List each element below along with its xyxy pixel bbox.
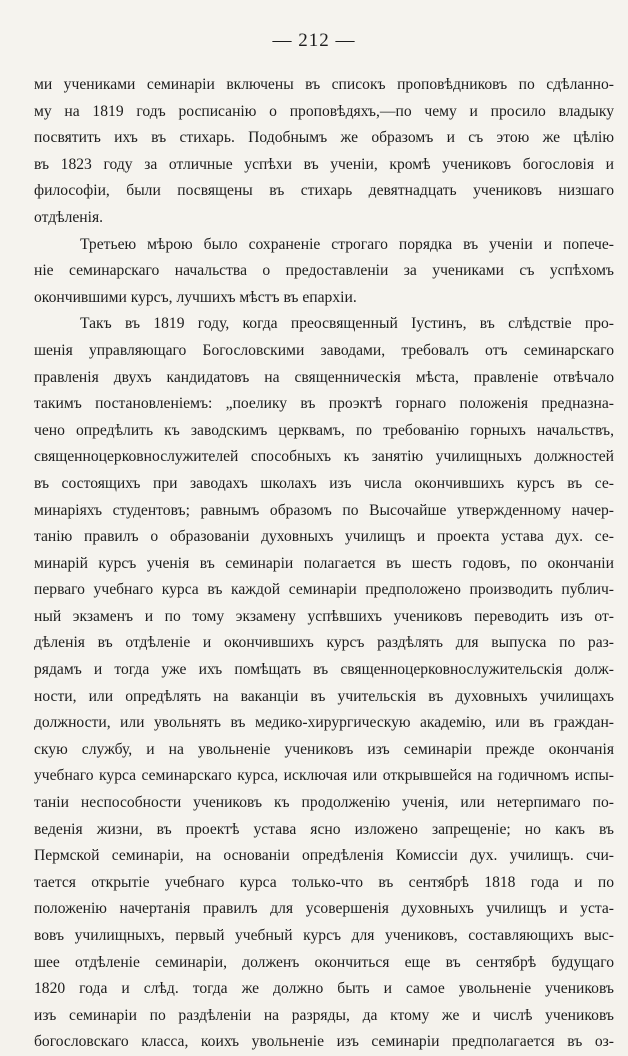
page-number: — 212 — [272,30,356,51]
text-line: отдѣленiя. [34,208,104,226]
text-line: такимъ постановленiемъ: „поелику въ проэктѣ горнаго положенiя предназна- [34,395,614,413]
text-line: правленiя двухъ кандидатовъ на священническiя мѣста, правленiе отвѣчало [34,368,614,386]
text-line: скую службу, и на увольненiе учениковъ изъ семинарiи прежде окончанiя [34,740,614,758]
text-line: Такъ въ 1819 году, когда преосвященный Iустинъ, въ слѣдствiе про- [80,315,614,333]
text-line: нiе семинарскаго начальства о предоставленiи за учениками съ успѣхомъ [34,262,614,280]
text-line: минарiяхъ студентовъ; равнымъ образомъ по Высочайше утвержденному начер- [34,501,614,519]
text-line: тается открытiе учебнаго курса только-что въ сентябрѣ 1818 года и по [34,873,614,891]
text-line: Третьею мѣрою было сохраненiе строгаго порядка въ ученiи и попече- [80,235,614,253]
text-line: ми учениками семинарiи включены въ списокъ проповѣдниковъ по сдѣланно- [34,76,614,93]
text-line: перваго учебнаго курса въ каждой семинарiи предположено производить публич- [34,581,614,599]
text-line: шенiя управляющаго Богословскими заводами, требовалъ отъ семинарскаго [34,341,614,359]
text-line: веденiя жизни, въ проектѣ устава ясно изложено запрещенiе; но какъ въ [34,820,614,838]
text-line: минарiй курсъ ученiя въ семинарiи полагается въ шесть годовъ, по окончанiи [34,554,614,572]
text-line: ный экзаменъ и по тому экзамену успѣвшихъ учениковъ переводить изъ от- [34,607,614,625]
text-line: ности, или опредѣлять на ваканцiи въ учительскiя въ духовныхъ училищахъ [34,687,614,705]
text-line: изъ семинарiи по раздѣленiи на разряды, да ктому же и числѣ учениковъ [34,1006,614,1024]
text-line: окончившими курсъ, лучшихъ мѣстъ въ епархiи. [34,288,357,306]
text-line: должности, или увольнять въ медико-хирургическую академiю, или въ граждан- [34,714,614,732]
text-line: шее отдѣленiе семинарiи, долженъ окончиться еще въ сентябрѣ будущаго [34,953,614,971]
text-line: му на 1819 годъ росписанiю о проповѣдяхъ,—по чему и просило владыку [34,102,614,120]
text-line: въ 1823 году за отличные успѣхи въ ученiи, кромѣ учениковъ богословiя и [34,155,614,173]
text-line: танiи неспособности учениковъ къ продолженiю ученiя, или нетерпимаго по- [34,794,614,812]
text-line: положенiю начертанiя правилъ для усовершенiя духовныхъ училищъ и уста- [34,900,614,918]
text-line: дѣленiя въ отдѣленiе и окончившихъ курсъ раздѣлять для выпуска по раз- [34,634,614,652]
text-line: чено опредѣлить къ заводскимъ церквамъ, по требованiю горныхъ начальствъ, [34,421,614,439]
text-line: 1820 года и слѣд. тогда же должно быть и самое увольненiе учениковъ [34,980,614,998]
text-line: вовъ училищныхъ, первый учебный курсъ для учениковъ, составляющихъ выс- [34,927,614,944]
text-line: танiю правилъ о образованiи духовныхъ училищъ и проекта устава дух. се- [34,528,614,546]
body-text [34,72,614,1056]
text-line: рядамъ и тогда уже ихъ помѣщать въ священноцерковнослужительскiя долж- [34,661,614,679]
text-line: въ состоящихъ при заводахъ школахъ изъ числа окончившихъ курсъ въ се- [34,474,614,492]
text-line: учебнаго курса семинарскаго курса, исключая или открывшейся на годичномъ испы- [34,767,614,785]
text-line: посвятить ихъ въ стихарь. Подобнымъ же образомъ и съ этою же цѣлiю [34,129,614,147]
text-line: богословскаго класса, коихъ увольненiе изъ семинарiи предполагается въ оз- [34,1033,614,1051]
text-line: священноцерковнослужителей способныхъ къ занятiю училищныхъ должностей [34,448,614,466]
text-line: философiи, были посвящены въ стихарь девятнадцать учениковъ низшаго [34,182,614,200]
text-line: Пермской семинарiи, на основанiи опредѣленiя Комиссiи дух. училищъ. счи- [34,847,614,865]
